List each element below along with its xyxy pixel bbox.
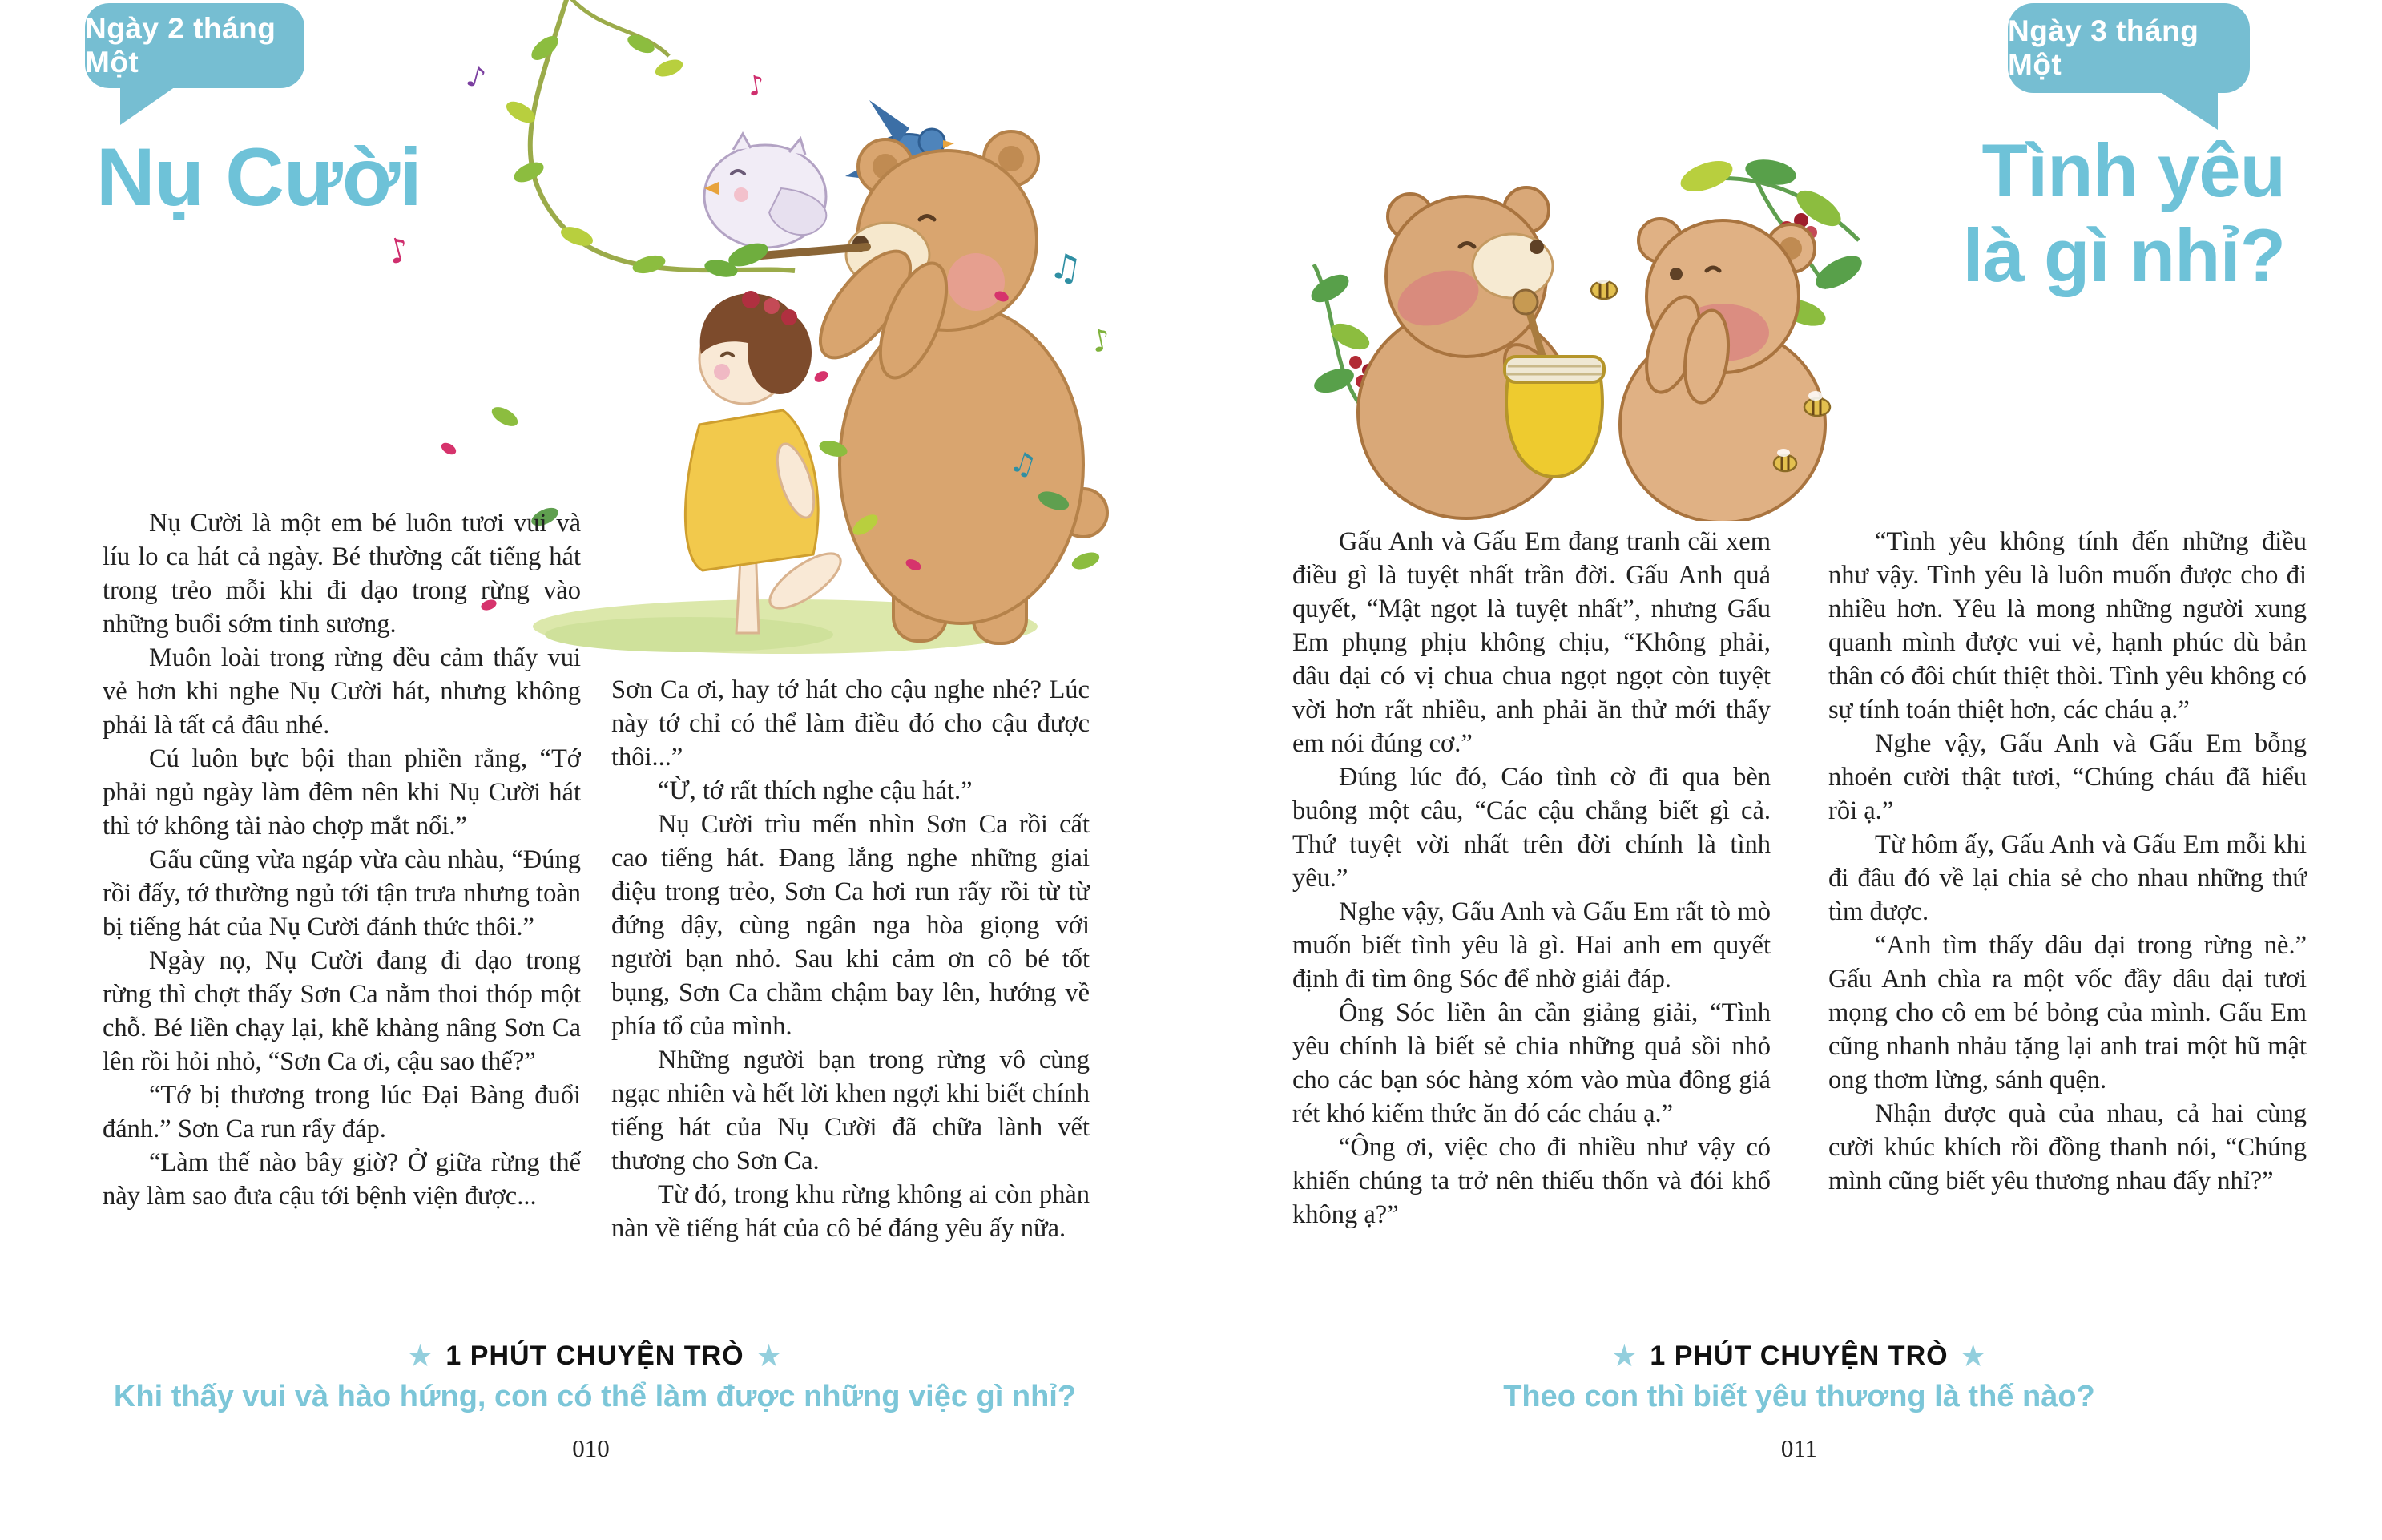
paragraph: Nhận được quà của nhau, cả hai cùng cười khúc khích rồi đồng thanh nói, “Chúng mình cũng biết yêu thương nhau đấy nhỉ?”: [1828, 1099, 2307, 1195]
story-title-right: [1962, 128, 2285, 298]
bee-icon: [1591, 274, 1617, 299]
page-number-left: 010: [572, 1434, 610, 1462]
paragraph: “Ông ơi, việc cho đi nhiều như vậy có khiến chúng ta trở nên thiếu thốn và đói khổ không ạ?”: [1292, 1133, 1771, 1229]
date-badge-left-label: Ngày 2 tháng Một: [85, 12, 276, 79]
svg-text:♪: ♪: [744, 68, 768, 103]
date-badge-left: [85, 3, 304, 88]
speech-bubble-tail-icon: [2157, 90, 2218, 130]
paragraph: Muôn loài trong rừng đều cảm thấy vui vẻ hơn khi nghe Nụ Cười hát, nhưng không phải là tất cả đâu nhé.: [103, 643, 581, 740]
paragraph: Gấu Anh và Gấu Em đang tranh cãi xem điều gì là tuyệt nhất trần đời. Gấu Anh quả quyết, “Mật ngọt là tuyệt nhất”, nhưng Gấu Em phụng phịu không chịu, “Không phải, dâu dại có vị chua chua ngọt ngọt còn tuyệt vời hơn rất nhiều, anh phải ăn thử mới thấy em nói đúng cơ.”: [1292, 527, 1771, 758]
star-icon: ★: [755, 1338, 784, 1373]
right-page-column-2: [1828, 525, 2307, 1318]
bear-em-illustration: [1620, 219, 1825, 521]
paragraph: Cú luôn bực bội than phiền rằng, “Tớ phải ngủ ngày làm đêm nên khi Nụ Cười hát thì tớ không tài nào chợp mắt nổi.”: [103, 744, 581, 841]
paragraph: Ngày nọ, Nụ Cười đang đi dạo trong rừng thì chợt thấy Sơn Ca nằm thoi thóp một chỗ. Bé liền chạy lại, khẽ khàng nâng Sơn Ca lên rồi hỏi nhỏ, “Sơn Ca ơi, cậu sao thế?”: [103, 946, 581, 1076]
date-badge-right: [2008, 3, 2250, 93]
left-footer: [104, 1336, 1086, 1414]
left-footer-heading: [104, 1336, 1086, 1372]
paragraph: Ông Sóc liền ân cần giảng giải, “Tình yêu chính là biết sẻ chia những quả sồi nhỏ cho các bạn sóc hàng xóm vào mùa đông giá rét khó kiếm thức ăn đó các cháu ạ.”: [1292, 998, 1771, 1128]
left-footer-heading-label: 1 PHÚT CHUYỆN TRÒ: [445, 1340, 744, 1371]
star-icon: ★: [406, 1338, 435, 1373]
star-icon: ★: [1959, 1338, 1988, 1373]
paragraph: Từ đó, trong khu rừng không ai còn phàn nàn về tiếng hát của cô bé đáng yêu ấy nữa.: [611, 1180, 1090, 1243]
svg-text:♫: ♫: [1046, 244, 1085, 291]
left-page-column-2: [611, 673, 1090, 1314]
paragraph: Nụ Cười là một em bé luôn tươi vui và líu lo ca hát cả ngày. Bé thường cất tiếng hát trong trẻo mỗi khi đi dạo trong rừng vào những buổi sớm tinh sương.: [103, 509, 581, 639]
white-bird-icon: [704, 134, 826, 248]
svg-text:♪: ♪: [382, 228, 414, 272]
paragraph: “Anh tìm thấy dâu dại trong rừng nè.” Gấu Anh chìa ra một vốc đầy dâu dại tươi mọng cho cô em bé bỏng của mình. Gấu Em cũng nhanh nhảu tặng lại anh trai một hũ mật ong thơm lừng, sánh quện.: [1828, 931, 2307, 1095]
two-bears-honey-illustration: [1306, 152, 1883, 521]
right-footer: [1296, 1336, 2302, 1414]
svg-text:♫: ♫: [1006, 444, 1041, 484]
story-title-left: Nụ Cười: [96, 131, 421, 223]
paragraph: Gấu cũng vừa ngáp vừa càu nhàu, “Đúng rồi đấy, tớ thường ngủ tới tận trưa nhưng toàn bị tiếng hát của Nụ Cười đánh thức thôi.”: [103, 845, 581, 941]
paragraph: Nghe vậy, Gấu Anh và Gấu Em bỗng nhoẻn cười thật tươi, “Chúng cháu đã hiểu rồi ạ.”: [1828, 729, 2307, 825]
story-title-right-line1: Tình yêu: [1981, 128, 2285, 212]
right-footer-question: Theo con thì biết yêu thương là thế nào?: [1503, 1380, 2095, 1413]
story-title-right-line2: là gì nhỉ?: [1962, 213, 2285, 297]
paragraph: “Làm thế nào bây giờ? Ở giữa rừng thế này làm sao đưa cậu tới bệnh viện được...: [103, 1148, 581, 1211]
speech-bubble-tail-icon: [120, 85, 178, 125]
paragraph: Nghe vậy, Gấu Anh và Gấu Em rất tò mò muốn biết tình yêu là gì. Hai anh em quyết định đi tìm ông Sóc để nhờ giải đáp.: [1292, 897, 1771, 994]
left-footer-question: Khi thấy vui và hào hứng, con có thể làm được những việc gì nhỉ?: [113, 1380, 1077, 1413]
paragraph: “Ừ, tớ rất thích nghe cậu hát.”: [658, 776, 973, 805]
paragraph: “Tớ bị thương trong lúc Đại Bàng đuổi đánh.” Sơn Ca run rẩy đáp.: [103, 1081, 581, 1143]
left-page-column-1: [103, 506, 581, 1319]
star-icon: ★: [1610, 1338, 1639, 1373]
svg-text:♪: ♪: [1087, 320, 1114, 360]
paragraph: “Tình yêu không tính đến những điều như vậy. Tình yêu là luôn muốn được cho đi nhiều hơn. Yêu là mong những người xung quanh mình được vui vẻ, hạnh phúc dù bản thân có đôi chút thiệt thòi. Tình yêu không có sự tính toán thiệt hơn, các cháu ạ.”: [1828, 527, 2307, 724]
paragraph: Nụ Cười trìu mến nhìn Sơn Ca rồi cất cao tiếng hát. Đang lắng nghe những giai điệu trong trẻo, Sơn Ca hơi run rẩy rồi từ từ đứng dậy, cùng ngân nga hòa giọng với người bạn nhỏ. Sau khi cảm ơn cô bé tốt bụng, Sơn Ca chầm chậm bay lên, hướng về phía tổ của mình.: [611, 810, 1090, 1041]
svg-text:♪: ♪: [462, 59, 490, 96]
paragraph: Những người bạn trong rừng vô cùng ngạc nhiên và hết lời khen ngợi khi biết chính tiếng hát của Nụ Cười đã chữa lành vết thương cho Sơn Ca.: [611, 1046, 1090, 1175]
right-page-column-1: [1292, 525, 1771, 1318]
paragraph: Đúng lúc đó, Cáo tình cờ đi qua bèn buông một câu, “Các cậu chẳng biết gì cả. Thứ tuyệt vời nhất trên đời chính là tình yêu.”: [1292, 763, 1771, 893]
right-footer-heading: [1296, 1336, 2302, 1372]
paragraph: Sơn Ca ơi, hay tớ hát cho cậu nghe nhé? Lúc này tớ chỉ có thể làm điều đó cho cậu được thôi...”: [611, 675, 1090, 772]
date-badge-right-label: Ngày 3 tháng Một: [2008, 14, 2199, 81]
paragraph: Từ hôm ấy, Gấu Anh và Gấu Em mỗi khi đi đâu đó về lại chia sẻ cho nhau những thứ tìm được.: [1828, 830, 2307, 926]
right-footer-heading-label: 1 PHÚT CHUYỆN TRÒ: [1650, 1340, 1949, 1371]
page-number-right: 011: [1780, 1434, 1818, 1462]
